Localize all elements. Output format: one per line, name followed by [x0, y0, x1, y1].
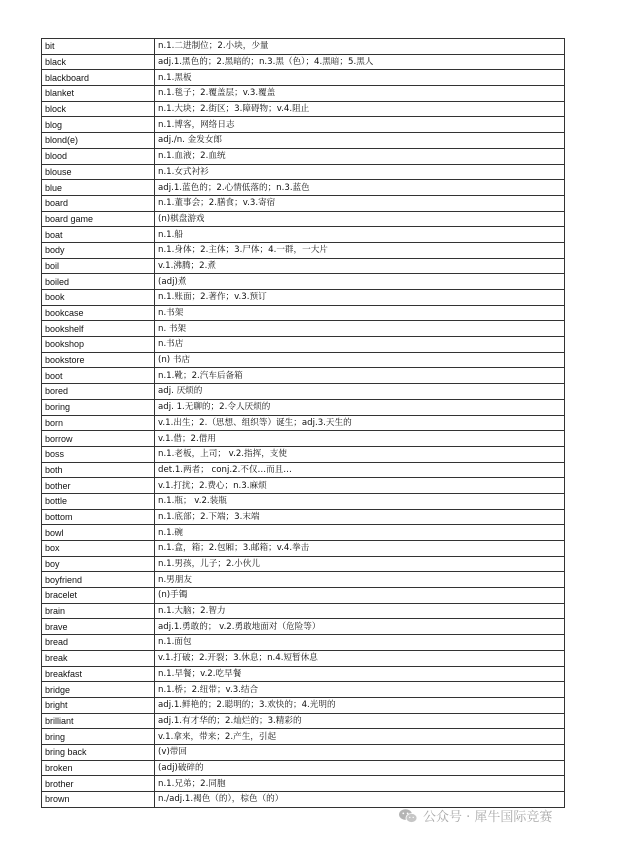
word-cell: boiled	[42, 274, 155, 290]
table-row	[42, 368, 565, 384]
table-row	[42, 274, 565, 290]
definition-cell: (adj)破碎的	[155, 760, 565, 776]
definition-cell: adj. 1.无聊的；2.令人厌烦的	[155, 399, 565, 415]
table-row	[42, 258, 565, 274]
word-cell: bottle	[42, 493, 155, 509]
word-cell: block	[42, 101, 155, 117]
definition-cell: adj.1.鲜艳的；2.聪明的；3.欢快的；4.光明的	[155, 697, 565, 713]
word-cell: bookstore	[42, 352, 155, 368]
definition-cell: (v)带回	[155, 744, 565, 760]
word-cell: borrow	[42, 431, 155, 447]
table-row	[42, 54, 565, 70]
table-row	[42, 776, 565, 792]
definition-cell: adj.1.有才华的；2.灿烂的；3.精彩的	[155, 713, 565, 729]
definition-cell: n.书架	[155, 305, 565, 321]
definition-cell: n.1.底部；2.下端；3.末端	[155, 509, 565, 525]
table-row	[42, 431, 565, 447]
word-cell: blanket	[42, 86, 155, 102]
definition-cell: n.1.账面；2.著作；v.3.预订	[155, 290, 565, 306]
definition-cell: adj./n. 金发女郎	[155, 133, 565, 149]
word-cell: brave	[42, 619, 155, 635]
word-cell: black	[42, 54, 155, 70]
word-cell: boy	[42, 556, 155, 572]
table-row	[42, 321, 565, 337]
word-cell: box	[42, 541, 155, 557]
table-row	[42, 305, 565, 321]
table-row	[42, 462, 565, 478]
definition-cell: v.1.出生；2.（思想、组织等）诞生；adj.3.天生的	[155, 415, 565, 431]
table-row	[42, 478, 565, 494]
word-cell: book	[42, 290, 155, 306]
word-cell: bring	[42, 729, 155, 745]
word-cell: bring back	[42, 744, 155, 760]
definition-cell: n.1.二进制位；2.小块，少量	[155, 39, 565, 55]
word-cell: blog	[42, 117, 155, 133]
word-cell: bookshop	[42, 337, 155, 353]
table-row	[42, 148, 565, 164]
definition-cell: n.1.瓶； v.2.装瓶	[155, 493, 565, 509]
definition-cell: n.1.博客，网络日志	[155, 117, 565, 133]
definition-cell: (n) 书店	[155, 352, 565, 368]
table-row	[42, 86, 565, 102]
table-row	[42, 39, 565, 55]
table-row	[42, 729, 565, 745]
word-cell: board game	[42, 211, 155, 227]
table-row	[42, 133, 565, 149]
word-cell: bread	[42, 635, 155, 651]
definition-cell: n.1.盒，箱；2.包厢；3.邮箱；v.4.拳击	[155, 541, 565, 557]
definition-cell: v.1.沸腾；2.煮	[155, 258, 565, 274]
table-row	[42, 164, 565, 180]
word-cell: boring	[42, 399, 155, 415]
word-cell: brother	[42, 776, 155, 792]
definition-cell: det.1.两者； conj.2.不仅…而且…	[155, 462, 565, 478]
word-cell: born	[42, 415, 155, 431]
definition-cell: adj. 厌烦的	[155, 384, 565, 400]
definition-cell: v.1.打破；2.开裂；3.休息；n.4.短暂休息	[155, 650, 565, 666]
definition-cell: n. 书架	[155, 321, 565, 337]
table-row	[42, 556, 565, 572]
word-cell: brain	[42, 603, 155, 619]
table-row	[42, 666, 565, 682]
definition-cell: n.1.面包	[155, 635, 565, 651]
watermark	[398, 806, 552, 825]
vocabulary-table-body	[42, 39, 565, 808]
table-row	[42, 493, 565, 509]
table-row	[42, 242, 565, 258]
definition-cell: (n)棋盘游戏	[155, 211, 565, 227]
table-row	[42, 337, 565, 353]
word-cell: both	[42, 462, 155, 478]
table-row	[42, 290, 565, 306]
definition-cell: adj.1.黑色的；2.黑暗的；n.3.黑（色）；4.黑暗；5.黑人	[155, 54, 565, 70]
table-row	[42, 697, 565, 713]
definition-cell: (n)手镯	[155, 588, 565, 604]
word-cell: bracelet	[42, 588, 155, 604]
watermark-text: 公众号 · 犀牛国际竞赛	[423, 810, 553, 825]
definition-cell: n.1.男孩，儿子；2.小伙儿	[155, 556, 565, 572]
definition-cell: adj.1.蓝色的；2.心情低落的；n.3.蓝色	[155, 180, 565, 196]
table-row	[42, 509, 565, 525]
table-row	[42, 792, 565, 808]
table-row	[42, 760, 565, 776]
table-row	[42, 70, 565, 86]
table-row	[42, 603, 565, 619]
table-row	[42, 117, 565, 133]
table-row	[42, 635, 565, 651]
definition-cell: n.1.大块；2.街区；3.障碍物；v.4.阻止	[155, 101, 565, 117]
word-cell: blond(e)	[42, 133, 155, 149]
table-row	[42, 195, 565, 211]
word-cell: bridge	[42, 682, 155, 698]
definition-cell: n.1.桥；2.纽带；v.3.结合	[155, 682, 565, 698]
table-row	[42, 227, 565, 243]
table-row	[42, 682, 565, 698]
table-row	[42, 744, 565, 760]
word-cell: bright	[42, 697, 155, 713]
definition-cell: n.1.早餐；v.2.吃早餐	[155, 666, 565, 682]
word-cell: bowl	[42, 525, 155, 541]
table-row	[42, 180, 565, 196]
table-row	[42, 588, 565, 604]
definition-cell: v.1.拿来，带来；2.产生，引起	[155, 729, 565, 745]
table-row	[42, 619, 565, 635]
word-cell: blood	[42, 148, 155, 164]
definition-cell: n.1.董事会；2.膳食；v.3.寄宿	[155, 195, 565, 211]
definition-cell: n.1.毯子；2.覆盖层；v.3.覆盖	[155, 86, 565, 102]
table-row	[42, 713, 565, 729]
definition-cell: n.男朋友	[155, 572, 565, 588]
definition-cell: n.1.碗	[155, 525, 565, 541]
word-cell: brilliant	[42, 713, 155, 729]
definition-cell: n.1.大脑；2.智力	[155, 603, 565, 619]
definition-cell: n.1.靴；2.汽车后备箱	[155, 368, 565, 384]
definition-cell: n./adj.1.褐色（的），棕色（的）	[155, 792, 565, 808]
word-cell: broken	[42, 760, 155, 776]
word-cell: blackboard	[42, 70, 155, 86]
word-cell: bored	[42, 384, 155, 400]
table-row	[42, 399, 565, 415]
word-cell: bookshelf	[42, 321, 155, 337]
definition-cell: n.1.血液；2.血统	[155, 148, 565, 164]
word-cell: break	[42, 650, 155, 666]
table-row	[42, 572, 565, 588]
word-cell: breakfast	[42, 666, 155, 682]
word-cell: boyfriend	[42, 572, 155, 588]
word-cell: brown	[42, 792, 155, 808]
table-row	[42, 352, 565, 368]
definition-cell: n.1.黑板	[155, 70, 565, 86]
word-cell: bother	[42, 478, 155, 494]
table-row	[42, 525, 565, 541]
definition-cell: (adj)煮	[155, 274, 565, 290]
definition-cell: adj.1.勇敢的； v.2.勇敢地面对（危险等）	[155, 619, 565, 635]
definition-cell: n.1.兄弟；2.同胞	[155, 776, 565, 792]
word-cell: bottom	[42, 509, 155, 525]
table-row	[42, 650, 565, 666]
wechat-icon	[398, 808, 418, 824]
definition-cell: v.1.打扰；2.费心；n.3.麻烦	[155, 478, 565, 494]
definition-cell: v.1.借；2.借用	[155, 431, 565, 447]
table-row	[42, 415, 565, 431]
definition-cell: n.1.身体；2.主体；3.尸体；4.一群，一大片	[155, 242, 565, 258]
word-cell: blouse	[42, 164, 155, 180]
word-cell: boat	[42, 227, 155, 243]
table-row	[42, 101, 565, 117]
word-cell: blue	[42, 180, 155, 196]
definition-cell: n.书店	[155, 337, 565, 353]
word-cell: bookcase	[42, 305, 155, 321]
table-row	[42, 211, 565, 227]
definition-cell: n.1.船	[155, 227, 565, 243]
vocabulary-table	[41, 38, 565, 808]
word-cell: board	[42, 195, 155, 211]
definition-cell: n.1.老板，上司； v.2.指挥，支使	[155, 446, 565, 462]
table-row	[42, 446, 565, 462]
word-cell: body	[42, 242, 155, 258]
word-cell: boss	[42, 446, 155, 462]
word-cell: boot	[42, 368, 155, 384]
definition-cell: n.1.女式衬衫	[155, 164, 565, 180]
word-cell: bit	[42, 39, 155, 55]
word-cell: boil	[42, 258, 155, 274]
table-row	[42, 384, 565, 400]
table-row	[42, 541, 565, 557]
